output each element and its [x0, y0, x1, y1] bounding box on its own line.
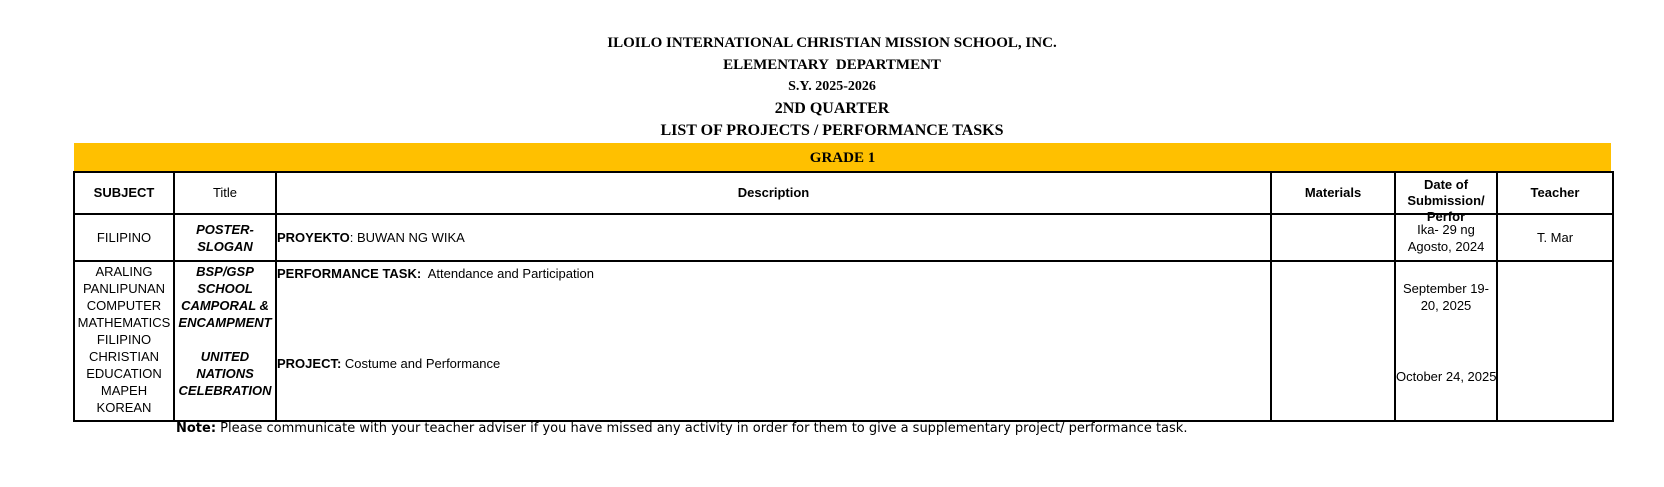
row2-subjects — [74, 261, 174, 421]
row2-teacher — [1497, 261, 1613, 421]
quarter-label: 2ND QUARTER — [774, 100, 890, 117]
row2-date-a: September 19-20, 2025 — [1403, 281, 1489, 313]
column-header-subject: SUBJECT — [74, 172, 174, 214]
subject-item: CHRISTIAN — [88, 349, 160, 364]
row2-date-b: October 24, 2025 — [1396, 369, 1497, 384]
department-name: ELEMENTARY DEPARTMENT — [723, 57, 941, 73]
column-header-materials: Materials — [1271, 172, 1395, 214]
row2-description — [276, 261, 1271, 421]
table-row — [74, 214, 1613, 261]
row2-desc-a-text: Attendance and Participation — [421, 266, 594, 281]
note-text: Please communicate with your teacher adviser if you have missed any activity in order for them to give a supplementary project/ performance task. — [216, 421, 1188, 436]
row1-title: POSTER-SLOGAN — [174, 214, 276, 261]
subject-item: COMPUTER — [86, 298, 162, 313]
table-row — [74, 261, 1613, 421]
column-header-date-label: Date of Submission/ Perfor — [1407, 177, 1485, 224]
school-year: S.Y. 2025-2026 — [788, 79, 876, 94]
grade-band: GRADE 1 — [74, 143, 1611, 171]
row2-dates — [1395, 261, 1497, 421]
row1-materials — [1271, 214, 1395, 261]
school-name: ILOILO INTERNATIONAL CHRISTIAN MISSION SCHOOL, INC. — [607, 35, 1057, 51]
column-header-date — [1395, 172, 1497, 224]
projects-table — [73, 171, 1614, 422]
list-title: LIST OF PROJECTS / PERFORMANCE TASKS — [660, 122, 1004, 139]
row2-title-b: UNITED NATIONS CELEBRATION — [178, 349, 272, 398]
column-header-description: Description — [276, 172, 1271, 214]
row1-desc-label: PROYEKTO — [277, 230, 350, 245]
row1-desc-text: : BUWAN NG WIKA — [349, 230, 465, 245]
row2-title-a: BSP/GSP SCHOOL CAMPORAL & ENCAMPMENT — [178, 264, 272, 330]
column-header-teacher: Teacher — [1497, 172, 1613, 214]
row2-materials — [1271, 261, 1395, 421]
note-label: Note: — [176, 421, 217, 436]
row1-teacher: T. Mar — [1497, 214, 1613, 261]
table-header-row — [74, 172, 1613, 214]
subject-item: PANLIPUNAN — [82, 281, 166, 296]
column-header-title: Title — [174, 172, 276, 214]
footer-note — [176, 421, 1187, 436]
row1-subject: FILIPINO — [74, 214, 174, 261]
row2-desc-b-label: PROJECT: — [277, 356, 342, 371]
subject-item: ARALING — [95, 264, 153, 279]
row2-titles — [174, 261, 276, 421]
subject-item: KOREAN — [96, 400, 152, 415]
subject-item: FILIPINO — [96, 332, 152, 347]
subject-item: MAPEH — [100, 383, 148, 398]
row1-date: Ika- 29 ng Agosto, 2024 — [1395, 214, 1497, 261]
row2-desc-a-label: PERFORMANCE TASK: — [277, 266, 422, 281]
subject-item: EDUCATION — [86, 366, 162, 381]
subject-item: MATHEMATICS — [77, 315, 171, 330]
row2-desc-b-text: Costume and Performance — [341, 356, 501, 371]
row1-description — [276, 214, 1271, 261]
